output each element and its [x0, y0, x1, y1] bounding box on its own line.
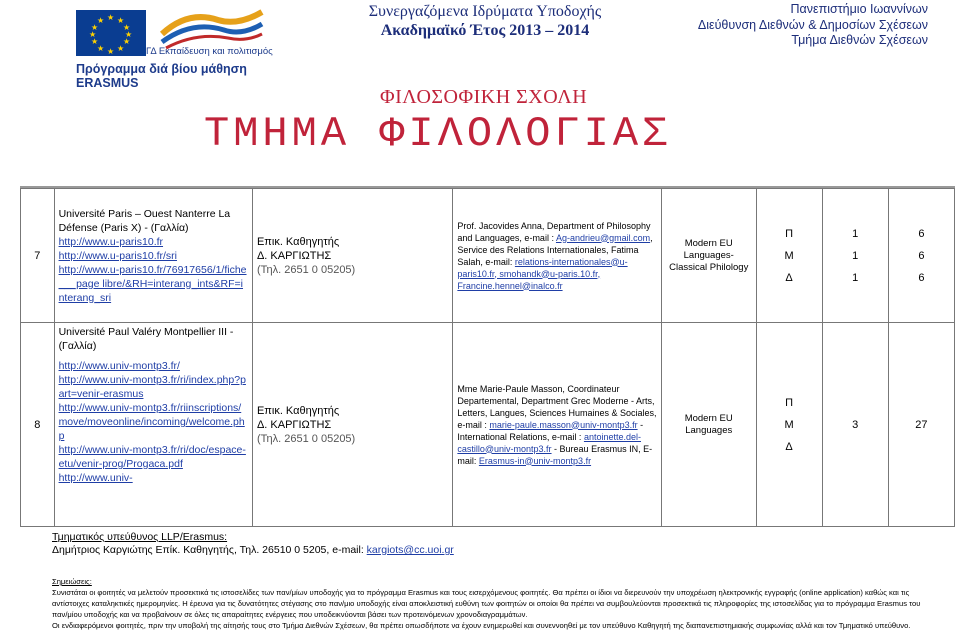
- contact-email-link[interactable]: Ag-andrieu@gmail.com: [555, 232, 651, 243]
- institution-name: Université Paul Valéry Montpellier III - (Γαλλία): [58, 326, 234, 352]
- level-value: Π: [785, 227, 794, 240]
- institution-link[interactable]: http://www.univ-: [58, 472, 133, 484]
- institution-link[interactable]: http://www.univ-montp3.fr/ri/doc/espace-etu/venir-prog/Progaca.pdf: [58, 444, 246, 470]
- contact-cell: [453, 323, 662, 527]
- program-label: [76, 62, 247, 90]
- institution-name: Université Paris – Ouest Nanterre La Défense (Paris X) - (Γαλλία): [58, 207, 231, 234]
- contact-text: - International Relations, e-mail :: [457, 419, 644, 442]
- llp-logo-icon: [158, 6, 266, 50]
- table-row: [21, 323, 955, 527]
- contact-text: - Bureau Erasmus IN, E-mail:: [457, 443, 653, 466]
- coordinator-cell: [252, 189, 452, 323]
- institution-cell: [54, 189, 252, 323]
- contact-text: Mme Marie-Paule Masson, Coordinateur Departemental, Department Grec Moderne - Arts, Letters, Langues, Sciences Humaines & Sociales, e-mail :: [457, 383, 657, 430]
- department-title: ΤΜΗΜΑ ΦΙΛΟΛΟΓΙΑΣ: [204, 110, 672, 158]
- table-row: [21, 189, 955, 323]
- contact-text: Prof. Jacovides Anna, Department of Philosophy and Languages, e-mail :: [457, 220, 651, 243]
- month-count: 6: [918, 227, 925, 240]
- header-center-title: [340, 2, 630, 40]
- contact-email-link[interactable]: antoinette.del-castillo@univ-montp3.fr: [457, 431, 641, 454]
- subject-area: Modern EU Languages: [661, 323, 756, 527]
- university-info: [698, 2, 928, 49]
- institution-link[interactable]: http://www.univ-montp3.fr/riinscriptions/move/moveonline/incoming/welcome.php: [58, 402, 245, 442]
- university-department: Τμήμα Διεθνών Σχέσεων: [791, 33, 928, 47]
- level-value: Π: [785, 396, 794, 409]
- level-value: Μ: [784, 418, 794, 431]
- student-count: 3: [822, 323, 888, 527]
- month-count: 27: [888, 323, 954, 527]
- faculty-title: ΦΙΛΟΣΟΦΙΚΗ ΣΧΟΛΗ: [380, 86, 588, 108]
- erasmus-coordinator-footer: [52, 531, 454, 557]
- subject-area: Modern EU Languages- Classical Philology: [661, 189, 756, 323]
- contact-email-link[interactable]: relations-internationales@u-paris10.fr, smohandk@u-paris.10.fr, Francine.hennel@inalco.fr: [457, 256, 628, 291]
- institution-link[interactable]: http://www.u-paris10.fr/76917656/1/fiche___page libre/&RH=interang_ints&RF=interang_sri: [58, 263, 247, 304]
- footer-line-1: Τμηματικός υπεύθυνος LLP/Erasmus:: [52, 531, 228, 543]
- coordinator-name: Δ. ΚΑΡΓΙΩΤΗΣ: [256, 418, 332, 431]
- program-line-2: ERASMUS: [76, 76, 139, 90]
- contact-cell: [453, 189, 662, 323]
- eu-logo-block: [76, 6, 276, 90]
- study-levels: [756, 323, 822, 527]
- coordinator-name: Δ. ΚΑΡΓΙΩΤΗΣ: [256, 249, 332, 262]
- student-count: 1: [852, 249, 859, 262]
- footer-email-link[interactable]: kargiots@cc.uoi.gr: [366, 544, 454, 556]
- eu-flag-icon: ★ ★ ★ ★ ★ ★ ★ ★ ★ ★ ★ ★: [76, 10, 146, 56]
- coordinator-phone: (Τηλ. 2651 0 05205): [256, 432, 356, 445]
- student-count: 1: [852, 271, 859, 284]
- coordinator-title: Επικ. Καθηγητής: [256, 404, 340, 417]
- center-title-line-1: Συνεργαζόμενα Ιδρύματα Υποδοχής: [368, 3, 602, 20]
- notes-paragraph: Συνιστάται οι φοιτητές να μελετούν προσεκτικά τις ιστοσελίδες των παν/μίων υποδοχής για το πρόγραμμα Erasmus και τους εισερχόμενους φοιτητές. Θα πρέπει οι ίδιοι να διερευνούν την υποχρέωση ηλεκτρονικής εγγραφής (online application) καθώς και τις αντίστοιχες καταληκτικές ημερομηνίες. Η έρευνα για τις δυνατότητες στέγασης στο παν/μιο υποδοχής είναι αποκλειστική ευθύνη των φοιτητών οι οποίοι θα πρέπει να συμβουλεύονται προσεκτικά τις πληροφορίες της ιστοσελίδας για το πρόγραμμα Erasmus του παν/μίου υποδοχής και να προβαίνουν σε όλες τις απαραίτητες ενέργειες που υποδεικνύονται βάσει των προτεινόμενων χρονοδιαγραμμάτων.: [52, 588, 921, 619]
- row-number: 8: [21, 323, 55, 527]
- program-line-1: Πρόγραμμα διά βίου μάθηση: [76, 62, 247, 76]
- contact-email-link[interactable]: Erasmus-in@univ-montp3.fr: [478, 455, 592, 466]
- coordinator-phone: (Τηλ. 2651 0 05205): [256, 263, 356, 276]
- month-counts: [888, 189, 954, 323]
- institution-link[interactable]: http://www.univ-montp3.fr/: [58, 360, 180, 372]
- institution-link[interactable]: http://www.u-paris10.fr/sri: [58, 249, 178, 262]
- notes-title: Σημειώσεις:: [52, 577, 92, 586]
- notes-section: [52, 576, 932, 631]
- coordinator-cell: [252, 323, 452, 527]
- ministry-label: ΓΔ Εκπαίδευση και πολιτισμός: [146, 46, 273, 57]
- institution-link[interactable]: http://www.univ-montp3.fr/ri/index.php?part=venir-erasmus: [58, 374, 246, 400]
- level-value: Δ: [785, 271, 793, 284]
- level-value: Μ: [784, 249, 794, 262]
- university-directorate: Διεύθυνση Διεθνών & Δημοσίων Σχέσεων: [697, 17, 928, 32]
- institution-link[interactable]: http://www.u-paris10.fr: [58, 235, 164, 248]
- student-count: 1: [852, 227, 859, 240]
- document-header: [0, 0, 960, 190]
- level-value: Δ: [785, 440, 793, 453]
- study-levels: [756, 189, 822, 323]
- contact-text: , Service des Relations Internationales, Fatima Salah, e-mail:: [457, 232, 653, 267]
- contact-email-link[interactable]: marie-paule.masson@univ-montp3.fr: [489, 419, 638, 430]
- footer-contact-text: Δημήτριος Καργιώτης Επίκ. Καθηγητής, Τηλ. 26510 0 5205, e-mail:: [52, 544, 367, 556]
- university-name: Πανεπιστήμιο Ιωαννίνων: [790, 2, 928, 16]
- center-title-line-2: Ακαδημαϊκό Έτος 2013 – 2014: [380, 22, 590, 39]
- row-number: 7: [21, 189, 55, 323]
- coordinator-title: Επικ. Καθηγητής: [256, 235, 340, 248]
- student-counts: [822, 189, 888, 323]
- notes-paragraph: Οι ενδιαφερόμενοι φοιτητές, πριν την υποβολή της αίτησής τους στο Τμήμα Διεθνών Σχέσεων, θα πρέπει οπωσδήποτε να έχουν ενημερωθεί και συνεννοηθεί με τον υπεύθυνο Καθηγητή της διαπανεπιστημιακής συμφωνίας αλλά και τον Τμηματικό υπεύθυνο.: [52, 621, 911, 630]
- footer-line-2: [52, 544, 454, 557]
- institutions-table: [20, 188, 955, 527]
- month-count: 6: [918, 271, 925, 284]
- month-count: 6: [918, 249, 925, 262]
- institution-cell: [54, 323, 252, 527]
